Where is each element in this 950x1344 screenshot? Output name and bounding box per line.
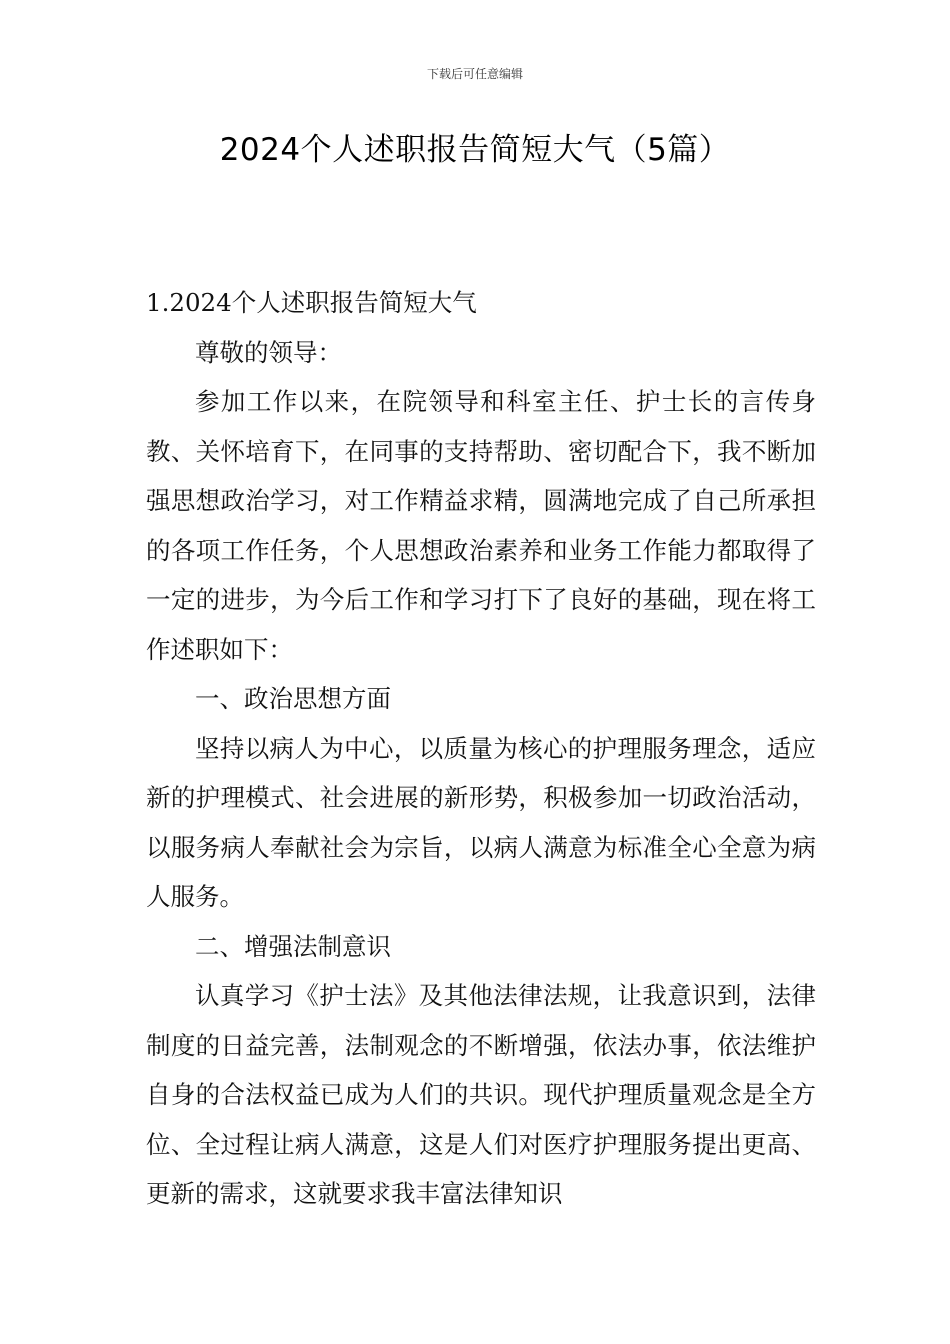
subheading-political-thought: 一、政治思想方面 <box>195 684 391 713</box>
greeting: 尊敬的领导： <box>195 337 342 367</box>
section-heading: 1.2024个人述职报告简短大气 <box>146 288 477 317</box>
paragraph-intro: 参加工作以来，在院领导和科室主任、护士长的言传身教、关怀培育下，在同事的支持帮助、密切配合下，我不断加强思想政治学习，对工作精益求精，圆满地完成了自己所承担的各项工作任务，个人思想政治素养和业务工作能力都取得了一定的进步，为今后工作和学习打下了良好的基础，现在将工作述职如下： <box>146 387 816 664</box>
paragraph-political-thought: 坚持以病人为中心，以质量为核心的护理服务理念，适应新的护理模式、社会进展的新形势，积极参加一切政治活动，以服务病人奉献社会为宗旨，以病人满意为标准全心全意为病人服务。 <box>146 733 816 911</box>
document-title: 2024个人述职报告简短大气（5篇） <box>219 132 731 168</box>
paragraph-legal-awareness: 认真学习《护士法》及其他法律法规，让我意识到，法律制度的日益完善，法制观念的不断增强，依法办事，依法维护自身的合法权益已成为人们的共识。现代护理质量观念是全方位、全过程让病人满意，这是人们对医疗护理服务提出更高、更新的需求，这就要求我丰富法律知识 <box>146 981 816 1208</box>
document-body <box>146 278 816 1219</box>
subheading-legal-awareness: 二、增强法制意识 <box>195 931 391 961</box>
download-note: 下载后可任意编辑 <box>426 67 523 81</box>
